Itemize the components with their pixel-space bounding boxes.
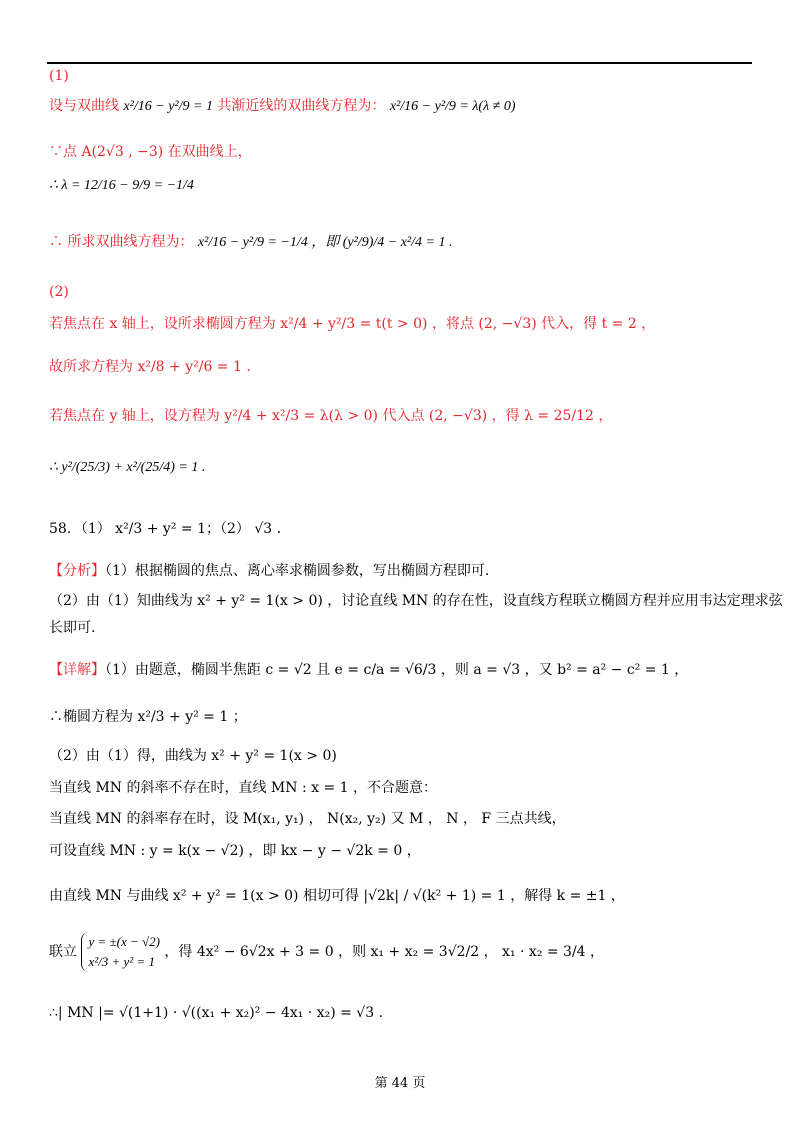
p1-line4-text: ∴ 所求双曲线方程为： xyxy=(49,234,194,250)
detail-line7: 由直线 MN 与曲线 x² + y² = 1(x > 0) 相切可得 |√2k| / √(k² + 1) = 1 ，解得 k = ±1 ， xyxy=(49,888,625,904)
detail-line8 xyxy=(49,932,604,972)
page-footer: 第 44 页 xyxy=(374,1076,426,1091)
detail-line4: 当直线 MN 的斜率不存在时，直线 MN : x = 1 ，不合题意： xyxy=(49,780,438,796)
equation-system xyxy=(81,932,160,972)
p1-line4-eq: x²/16 − y²/9 = −1/4 ，即 (y²/9)/4 − x²/4 = 1 . xyxy=(197,235,453,250)
analysis-text1: （1）根据椭圆的焦点、离心率求椭圆参数，写出椭圆方程即可. xyxy=(105,563,490,579)
analysis-tag: 【分析】 xyxy=(49,563,105,579)
p1-eq-b: x²/16 − y²/9 = λ(λ ≠ 0) xyxy=(389,99,516,114)
detail-line6: 可设直线 MN : y = k(x − √2) ，即 kx − y − √2k = 0 ， xyxy=(49,843,421,859)
detail-line2: ∴椭圆方程为 x²/3 + y² = 1 ； xyxy=(49,709,247,725)
p2-line1: 若焦点在 x 轴上，设所求椭圆方程为 x²/4 + y²/3 = t(t > 0) ，将点 (2, −√3) 代入，得 t = 2 ， xyxy=(49,316,656,332)
analysis-line1 xyxy=(49,561,489,581)
p1-line2: ∵点 A(2√3 , −3) 在双曲线上， xyxy=(49,144,252,160)
p1-line1-mid: 共渐近线的双曲线方程为： xyxy=(217,98,386,114)
p2-line4: ∴ y²/(25/3) + x²/(25/4) = 1 . xyxy=(49,460,206,475)
p1-line1 xyxy=(49,96,516,117)
detail-line8-suffix: ，得 4x² − 6√2x + 3 = 0 ，则 x₁ + x₂ = 3√2/2 ， x₁ · x₂ = 3/4 ， xyxy=(164,944,605,960)
p1-line1-text: 设与双曲线 xyxy=(49,98,119,114)
detail-text1: （1）由题意，椭圆半焦距 c = √2 且 e = c/a = √6/3 ，则 a = √3 ，又 b² = a² − c² = 1 ， xyxy=(105,662,689,678)
detail-line3: （2）由（1）得，曲线为 x² + y² = 1(x > 0) xyxy=(49,748,337,764)
p2-line3: 若焦点在 y 轴上，设方程为 y²/4 + x²/3 = λ(λ > 0) 代入点 (2, −√3) ，得 λ = 25/12 ， xyxy=(49,408,613,424)
p2-line2: 故所求方程为 x²/8 + y²/6 = 1 . xyxy=(49,359,251,375)
system-eq2: x²/3 + y² = 1 xyxy=(88,954,155,969)
detail-line1 xyxy=(49,660,688,680)
detail-line9: ∴| MN |= √(1+1) · √((x₁ + x₂)² − 4x₁ · x₂) = √3 . xyxy=(49,1005,384,1021)
top-rule xyxy=(47,62,752,64)
q58-line: 58．（1） x²/3 + y² = 1；（2） √3 . xyxy=(49,521,282,537)
part1-label: (1) xyxy=(49,68,69,84)
p1-eq-a: x²/16 − y²/9 = 1 xyxy=(123,99,213,114)
part2-label: (2) xyxy=(49,284,69,300)
analysis-line2: （2）由（1）知曲线为 x² + y² = 1(x > 0) ，讨论直线 MN 的存在性，设直线方程联立椭圆方程并应用韦达定理求弦 xyxy=(49,593,783,609)
detail-tag: 【详解】 xyxy=(49,662,105,678)
p1-line4 xyxy=(49,232,452,253)
detail-line8-prefix: 联立 xyxy=(49,944,77,960)
detail-line5: 当直线 MN 的斜率存在时，设 M(x₁, y₁) ， N(x₂, y₂) 又 M ， N ， F 三点共线， xyxy=(49,811,566,827)
p1-line3: ∴ λ = 12/16 − 9/9 = −1/4 xyxy=(49,178,194,193)
analysis-line3: 长即可. xyxy=(49,620,96,636)
system-eq1: y = ±(x − √2) xyxy=(88,934,160,949)
